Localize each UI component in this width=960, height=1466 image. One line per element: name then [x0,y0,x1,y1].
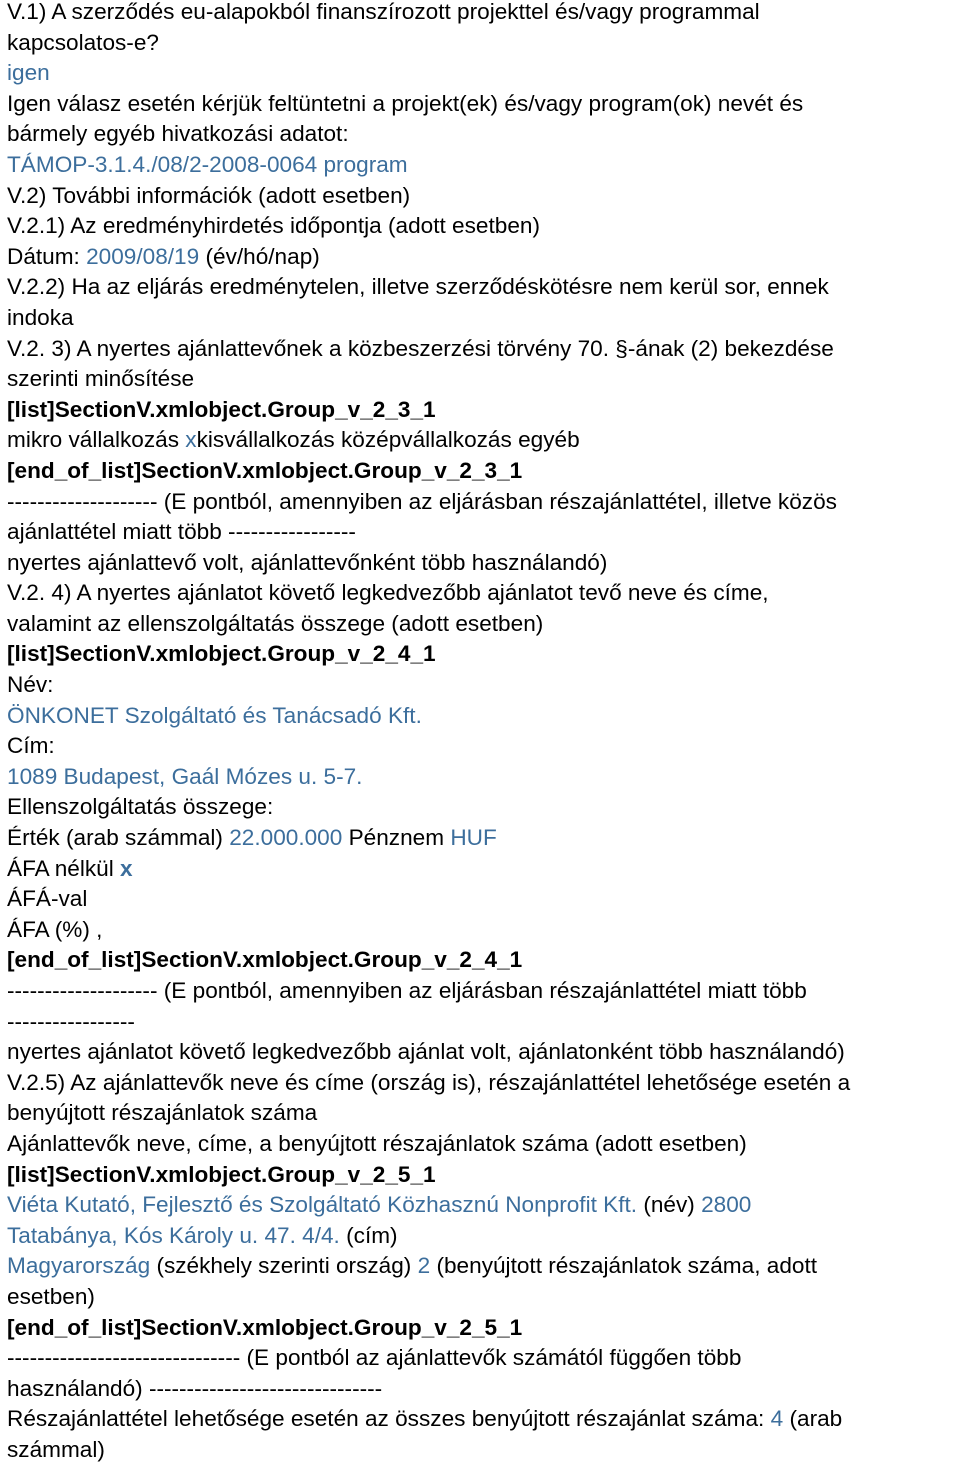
section-v23-title-line1: V.2. 3) A nyertes ajánlattevőnek a közbeszerzési törvény 70. §-ának (2) bekezdése [7,335,834,361]
section-v25-subtitle: Ajánlattevők neve, címe, a benyújtott részajánlatok száma (adott esetben) [7,1130,747,1156]
section-v22-title-line2: indoka [7,304,74,330]
vat-excluded-label: ÁFA nélkül [7,855,114,881]
option-others: kisvállalkozás középvállalkozás egyéb [196,427,580,453]
total-parts-value: 4 [770,1406,784,1432]
section-v21-title: V.2.1) Az eredményhirdetés időpontja (adott esetben) [7,213,540,239]
section-v23-note-line1: -------------------- (E pontból, amennyiben az eljárásban részajánlattétel, illetve közös [7,488,837,514]
bidder-country: Magyarország [7,1253,151,1279]
section-v24-note-line2: ----------------- [7,1008,135,1034]
section-v24-title-line1: V.2. 4) A nyertes ajánlatot követő legkedvezőbb ajánlatot tevő neve és címe, [7,580,769,606]
selected-mark: x [185,427,197,453]
bidder-name-tag: (név) [643,1192,695,1218]
section-v25-title-line2: benyújtott részajánlatok száma [7,1100,318,1126]
section-v25-title-line1: V.2.5) Az ajánlattevők neve és címe (ország is), részajánlattétel lehetősége esetén a [7,1069,851,1095]
document [7,0,960,1466]
section-v1-program-value: TÁMOP-3.1.4./08/2-2008-0064 program [7,151,408,177]
section-v1-instruction-line2: bármely egyéb hivatkozási adatot: [7,121,349,147]
total-parts-tag: (arab [789,1406,843,1432]
section-v25-note-line2: használandó) ------------------------------- [7,1375,383,1401]
address-label: Cím: [7,733,55,759]
currency-value: HUF [450,825,497,851]
name-label: Név: [7,672,54,698]
section-v25-list-end: [end_of_list]SectionV.xmlobject.Group_v_2_5_1 [7,1314,523,1340]
vat-included-label: ÁFÁ-val [7,886,88,912]
vat-excluded-line [7,854,960,885]
section-v25-list-start: [list]SectionV.xmlobject.Group_v_2_5_1 [7,1161,436,1187]
section-v24-note-line1: -------------------- (E pontból, amennyiben az eljárásban részajánlattétel miatt több [7,978,807,1003]
section-v21-date-line [7,242,960,273]
date-label: Dátum: [7,243,80,269]
name-value: ÖNKONET Szolgáltató és Tanácsadó Kft. [7,702,422,728]
bidder-address-tag: (cím) [346,1222,398,1248]
value-amount: 22.000.000 [229,825,343,851]
date-format: (év/hó/nap) [205,243,320,269]
bidder-zip: 2800 [701,1192,752,1218]
bidder-parts: 2 [417,1253,431,1279]
value-label: Érték (arab számmal) [7,825,223,851]
section-v24-list-start: [list]SectionV.xmlobject.Group_v_2_4_1 [7,641,436,667]
vat-percent-label: ÁFA (%) , [7,916,103,942]
currency-label: Pénznem [348,825,445,851]
total-parts-line [7,1404,960,1435]
section-v1-title-line1: V.1) A szerződés eu-alapokból finanszírozott projekttel és/vagy programmal [7,0,760,24]
bidder-address: Tatabánya, Kós Károly u. 47. 4/4. [7,1222,340,1248]
address-value: 1089 Budapest, Gaál Mózes u. 5-7. [7,763,363,789]
date-value: 2009/08/19 [86,243,200,269]
total-parts-label: Részajánlattétel lehetősége esetén az összes benyújtott részajánlat száma: [7,1406,765,1432]
price-label: Ellenszolgáltatás összege: [7,794,274,820]
bidder-line1 [7,1190,960,1221]
bidder-parts-tag-line2: esetben) [7,1283,95,1309]
section-v23-title-line2: szerinti minősítése [7,366,195,392]
bidder-country-tag: (székhely szerinti ország) [156,1253,412,1279]
bidder-name: Viéta Kutató, Fejlesztő és Szolgáltató Közhasznú Nonprofit Kft. [7,1192,638,1218]
bidder-line3 [7,1251,960,1282]
section-v23-note-line2: ajánlattétel miatt több ----------------- [7,519,356,545]
value-line [7,823,960,854]
section-v22-title-line1: V.2.2) Ha az eljárás eredménytelen, illetve szerződéskötésre nem kerül sor, ennek [7,274,829,300]
section-v23-list-end: [end_of_list]SectionV.xmlobject.Group_v_2_3_1 [7,457,523,483]
section-v24-title-line2: valamint az ellenszolgáltatás összege (adott esetben) [7,610,544,636]
bidder-line2 [7,1221,960,1252]
section-v1-instruction-line1: Igen válasz esetén kérjük feltüntetni a projekt(ek) és/vagy program(ok) nevét és [7,90,804,116]
section-v2-title: V.2) További információk (adott esetben) [7,182,411,208]
section-v1-answer: igen [7,60,50,86]
total-parts-tag-line2: számmal) [7,1436,105,1462]
section-v1-title-line2: kapcsolatos-e? [7,29,159,55]
section-v23-options [7,425,960,456]
section-v23-note-line3: nyertes ajánlattevő volt, ajánlattevőnként több használandó) [7,549,608,575]
section-v23-list-start: [list]SectionV.xmlobject.Group_v_2_3_1 [7,396,436,422]
section-v24-note-line3: nyertes ajánlatot követő legkedvezőbb ajánlat volt, ajánlatonként több használandó) [7,1039,845,1065]
section-v24-list-end: [end_of_list]SectionV.xmlobject.Group_v_2_4_1 [7,947,523,973]
bidder-parts-tag: (benyújtott részajánlatok száma, adott [436,1253,817,1279]
vat-excluded-mark: x [120,855,133,881]
option-micro: mikro vállalkozás [7,427,186,453]
section-v25-note-line1: ------------------------------- (E pontból az ajánlattevők számától függően több [7,1345,742,1371]
